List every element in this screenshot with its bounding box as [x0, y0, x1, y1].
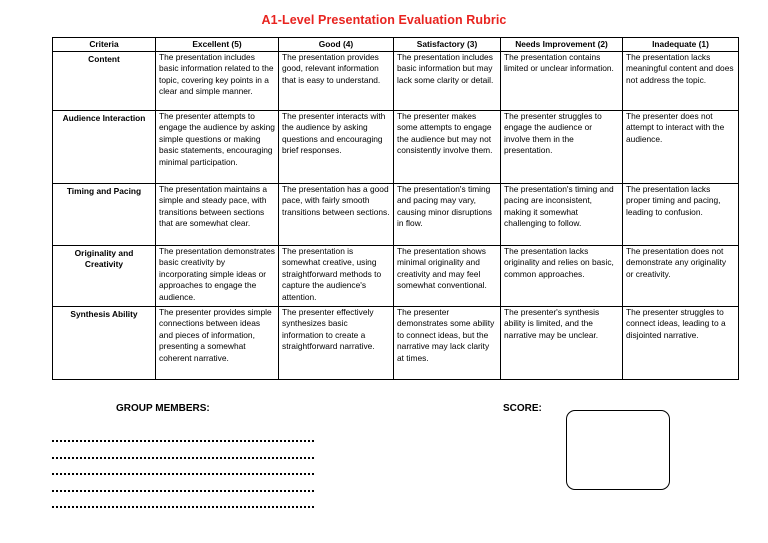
table-cell: The presenter struggles to engage the audience or involve them in the presentation. — [501, 111, 623, 184]
column-header-criteria: Criteria — [53, 38, 156, 52]
table-cell: The presenter effectively synthesizes basic information to create a straightforward narrative. — [279, 307, 394, 380]
criteria-cell: Originality and Creativity — [53, 246, 156, 307]
criteria-cell: Audience Interaction — [53, 111, 156, 184]
table-row — [53, 184, 739, 246]
criteria-cell: Synthesis Ability — [53, 307, 156, 380]
table-cell: The presenter struggles to connect ideas, leading to a disjointed narrative. — [623, 307, 739, 380]
table-cell: The presentation's timing and pacing may vary, causing minor disruptions in flow. — [394, 184, 501, 246]
group-member-line-5[interactable] — [52, 506, 314, 508]
table-cell: The presenter's synthesis ability is limited, and the narrative may be unclear. — [501, 307, 623, 380]
table-cell: The presentation contains limited or unclear information. — [501, 52, 623, 111]
table-cell: The presentation maintains a simple and steady pace, with transitions between sections that are somewhat clear. — [156, 184, 279, 246]
table-row — [53, 307, 739, 380]
table-cell: The presentation is somewhat creative, using straightforward methods to capture the audience's attention. — [279, 246, 394, 307]
table-cell: The presenter provides simple connections between ideas and pieces of information, presenting a somewhat coherent narrative. — [156, 307, 279, 380]
table-cell: The presenter does not attempt to interact with the audience. — [623, 111, 739, 184]
column-header-excellent: Excellent (5) — [156, 38, 279, 52]
header-row — [53, 38, 739, 52]
column-header-good: Good (4) — [279, 38, 394, 52]
table-row — [53, 111, 739, 184]
table-cell: The presenter interacts with the audience by asking questions and encouraging brief responses. — [279, 111, 394, 184]
rubric-table — [52, 37, 739, 380]
table-cell: The presentation does not demonstrate any originality or creativity. — [623, 246, 739, 307]
table-row — [53, 246, 739, 307]
column-header-satisfactory: Satisfactory (3) — [394, 38, 501, 52]
group-member-line-1[interactable] — [52, 440, 314, 442]
table-cell: The presentation demonstrates basic creativity by incorporating simple ideas or approaches to engage the audience. — [156, 246, 279, 307]
table-cell: The presentation provides good, relevant information that is easy to understand. — [279, 52, 394, 111]
table-row — [53, 52, 739, 111]
column-header-inadequate: Inadequate (1) — [623, 38, 739, 52]
group-member-line-4[interactable] — [52, 490, 314, 492]
group-member-line-3[interactable] — [52, 473, 314, 475]
group-member-line-2[interactable] — [52, 457, 314, 459]
table-cell: The presentation lacks meaningful content and does not address the topic. — [623, 52, 739, 111]
table-cell: The presenter makes some attempts to engage the audience but may not consistently involve them. — [394, 111, 501, 184]
table-cell: The presentation includes basic information but may lack some clarity or detail. — [394, 52, 501, 111]
score-box[interactable] — [566, 410, 670, 490]
table-cell: The presentation includes basic information related to the topic, covering key points in a clear and simple manner. — [156, 52, 279, 111]
document-title: A1-Level Presentation Evaluation Rubric — [261, 13, 507, 27]
table-cell: The presenter demonstrates some ability to connect ideas, but the narrative may lack clarity at times. — [394, 307, 501, 380]
table-cell: The presentation lacks originality and relies on basic, common approaches. — [501, 246, 623, 307]
table-cell: The presentation lacks proper timing and pacing, leading to confusion. — [623, 184, 739, 246]
column-header-needs-improvement: Needs Improvement (2) — [501, 38, 623, 52]
score-label: SCORE: — [503, 403, 542, 414]
criteria-cell: Timing and Pacing — [53, 184, 156, 246]
table-cell: The presentation shows minimal originality and creativity and may feel somewhat conventional. — [394, 246, 501, 307]
criteria-cell: Content — [53, 52, 156, 111]
table-cell: The presenter attempts to engage the audience by asking simple questions or making basic statements, encouraging minimal participation. — [156, 111, 279, 184]
table-cell: The presentation's timing and pacing are inconsistent, making it somewhat challenging to follow. — [501, 184, 623, 246]
group-members-label: GROUP MEMBERS: — [116, 403, 210, 414]
table-cell: The presentation has a good pace, with fairly smooth transitions between sections. — [279, 184, 394, 246]
